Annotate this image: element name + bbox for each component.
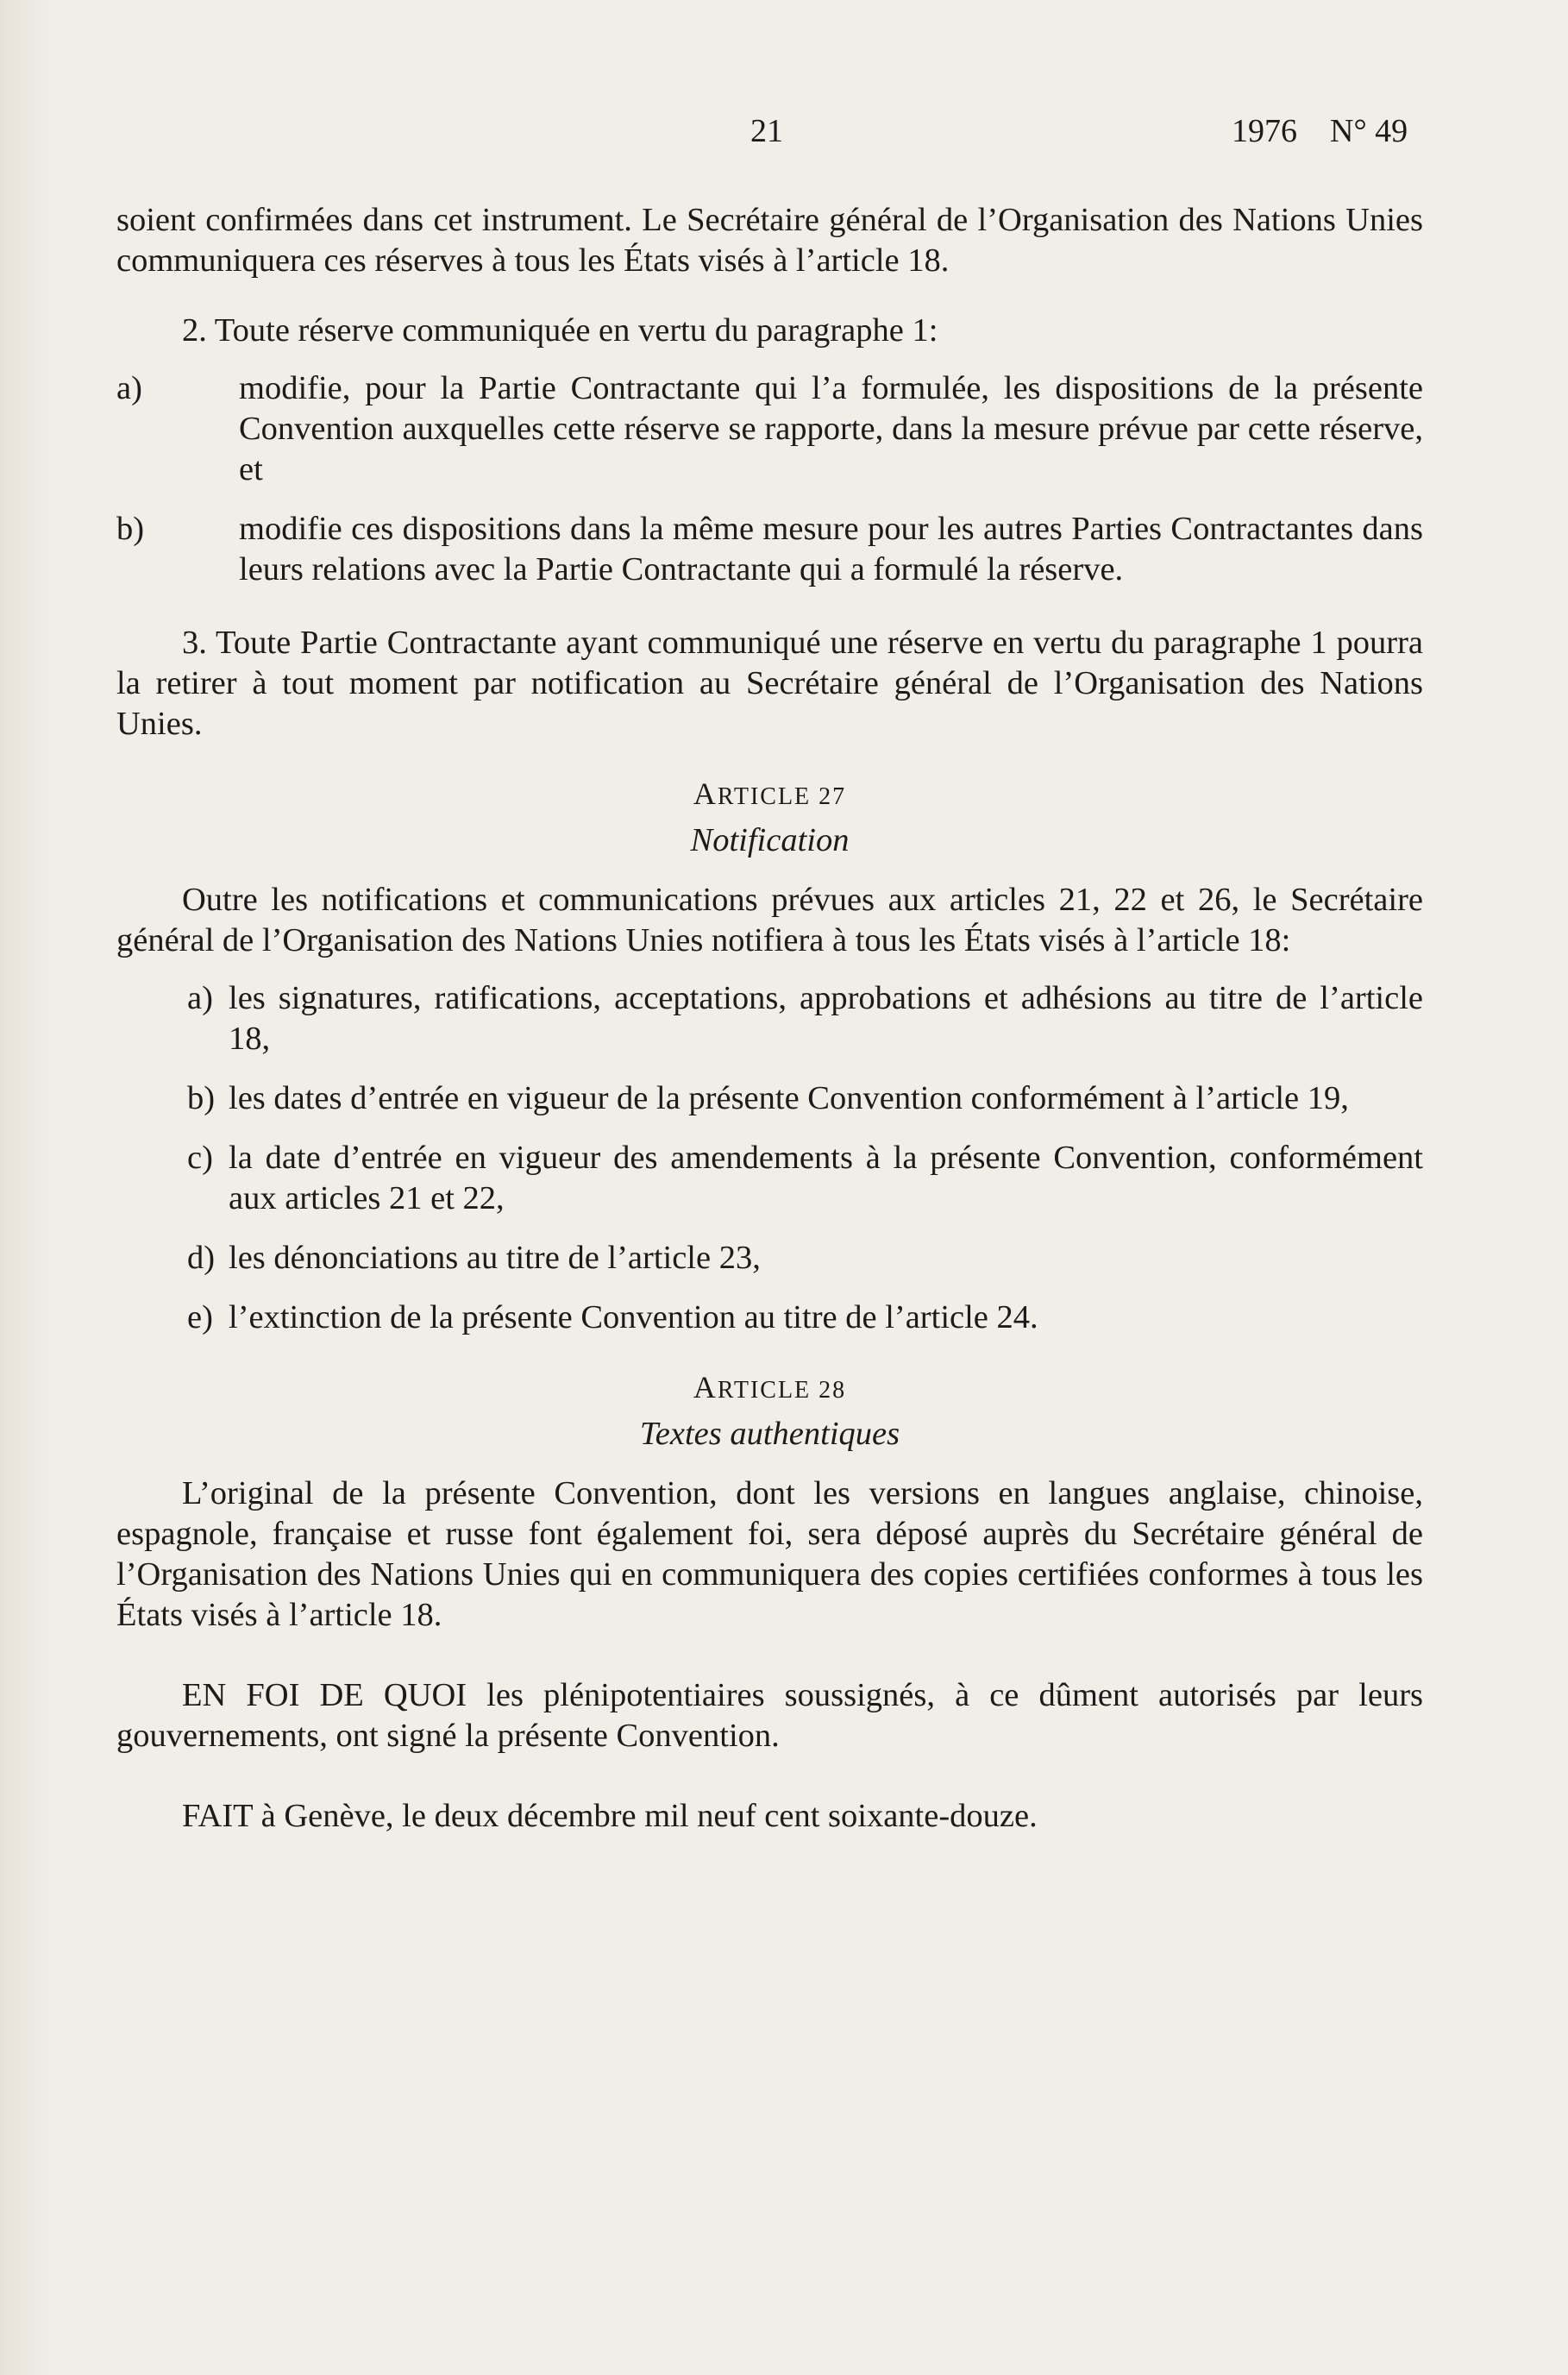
- list-item-text: modifie, pour la Partie Contractante qui l’a formulée, les dispositions de la présente Convention auxquelles cette réserve se rapporte, dans la mesure prévue par cette réserve, et: [239, 370, 1423, 487]
- page-number: 21: [750, 113, 783, 149]
- list-item-label: d): [187, 1240, 216, 1276]
- paragraph-2: 2. Toute réserve communiquée en vertu du paragraphe 1:: [182, 312, 938, 349]
- list-item-text: les dates d’entrée en vigueur de la présente Convention conformément à l’article 19,: [229, 1080, 1349, 1116]
- list-item-label: b): [187, 1080, 216, 1116]
- list-item-text: modifie ces dispositions dans la même mesure pour les autres Parties Contractantes dans leurs relations avec la Partie Contractante qui a formulé la réserve.: [239, 511, 1423, 587]
- list-item-text: l’extinction de la présente Convention au titre de l’article 24.: [229, 1299, 1038, 1335]
- list-item-text: la date d’entrée en vigueur des amendements à la présente Convention, conformément aux articles 21 et 22,: [229, 1140, 1423, 1216]
- list-item: [116, 1297, 1423, 1338]
- list-item-text: les dénonciations au titre de l’article 23,: [229, 1240, 761, 1276]
- document-id: 1976 N° 49: [1232, 113, 1408, 149]
- page-body: [116, 200, 1423, 1837]
- article-28-title: ARTICLE 28: [693, 1370, 847, 1404]
- list-item: [116, 1138, 1423, 1219]
- article-27-subtitle: Notification: [690, 822, 850, 858]
- paragraph-en-foi: EN FOI DE QUOI les plénipotentiaires soussignés, à ce dûment autorisés par leurs gouvernements, ont signé la présente Convention.: [116, 1677, 1423, 1754]
- list-item-label: e): [187, 1299, 213, 1335]
- article-27-title: ARTICLE 27: [693, 776, 847, 811]
- article-27-intro: Outre les notifications et communications prévues aux articles 21, 22 et 26, le Secrétaire général de l’Organisation des Nations Unies notifiera à tous les États visés à l’article 18:: [116, 882, 1423, 958]
- list-item-label: a): [187, 980, 213, 1016]
- list-item-label: c): [187, 1140, 213, 1176]
- paragraph-intro: soient confirmées dans cet instrument. Le Secrétaire général de l’Organisation des Nations Unies communiquera ces réserves à tous les États visés à l’article 18.: [116, 202, 1423, 279]
- article-28-subtitle: Textes authentiques: [639, 1416, 900, 1452]
- list-item: [116, 978, 1423, 1059]
- list-item-label: b): [116, 511, 145, 547]
- paragraph-3: 3. Toute Partie Contractante ayant communiqué une réserve en vertu du paragraphe 1 pourra la retirer à tout moment par notification au Secrétaire général de l’Organisation des Nations Unies.: [116, 625, 1423, 742]
- list-item: [116, 509, 1423, 590]
- list-item: [116, 368, 1423, 490]
- list-item: [116, 1078, 1423, 1119]
- list-item-label: a): [116, 370, 142, 406]
- list-item: [116, 1238, 1423, 1279]
- list-item-text: les signatures, ratifications, acceptations, approbations et adhésions au titre de l’article 18,: [229, 980, 1423, 1057]
- page-gutter: [0, 0, 52, 2375]
- article-28-text: L’original de la présente Convention, dont les versions en langues anglaise, chinoise, espagnole, française et russe font également foi, sera déposé auprès du Secrétaire général de l’Organisation des Nations Unies qui en communiquera des copies certifiées conformes à tous les États visés à l’article 18.: [116, 1475, 1423, 1633]
- paragraph-fait: FAIT à Genève, le deux décembre mil neuf cent soixante-douze.: [182, 1798, 1038, 1834]
